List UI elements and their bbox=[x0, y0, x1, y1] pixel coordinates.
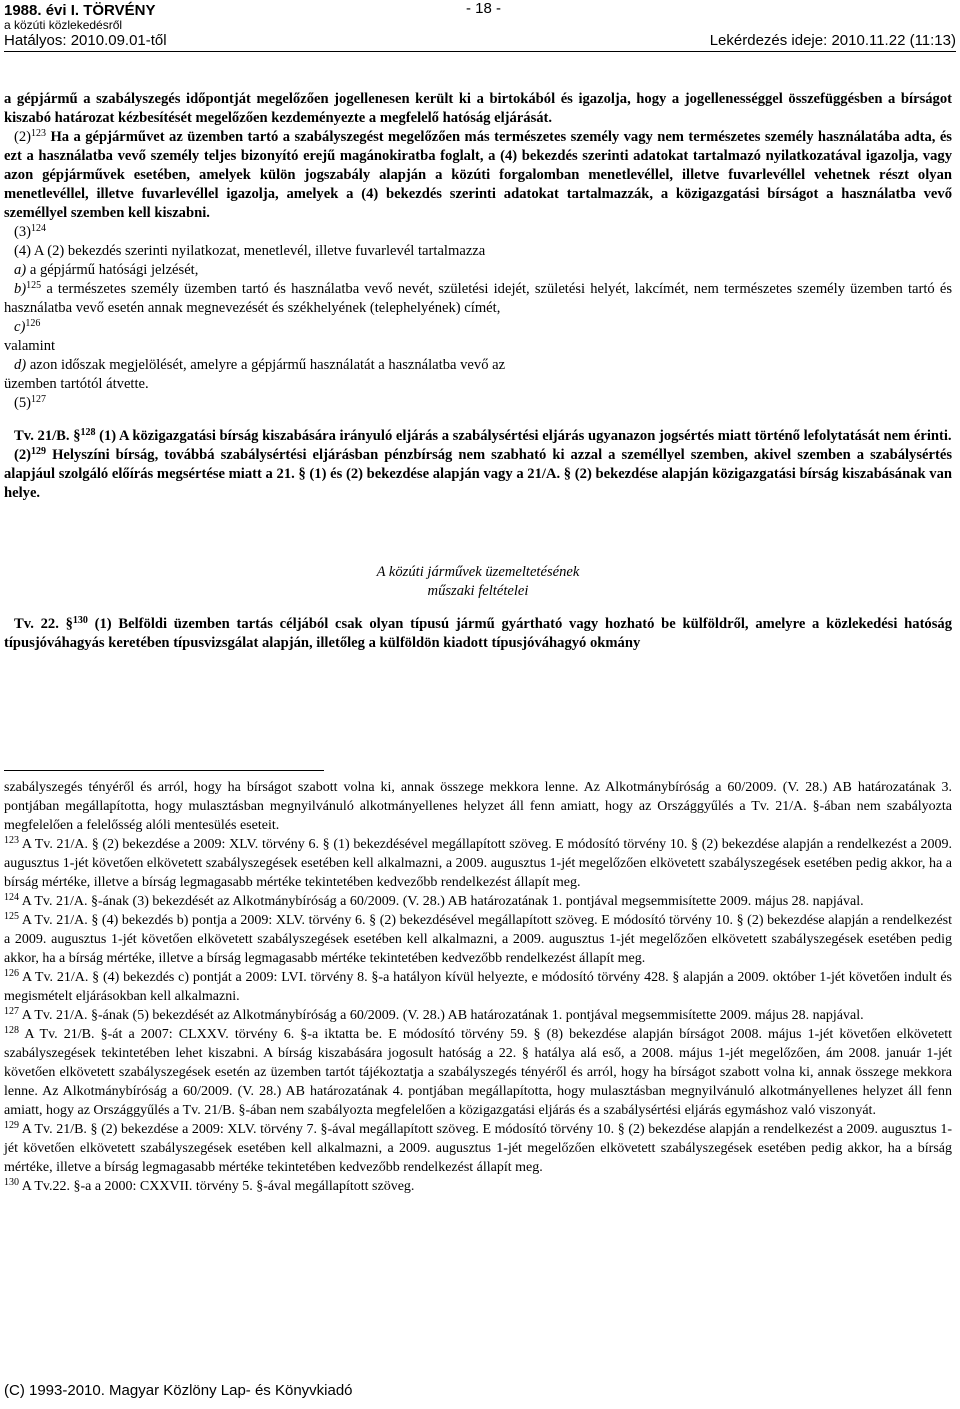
paragraph-2 bbox=[4, 128, 952, 223]
point-a-label: a) bbox=[14, 262, 27, 278]
paragraph-2-text: Ha a gépjárművet az üzemben tartó a szabályszegést megelőzően más természetes személy vagy nem természetes személy használatába adta, és ezt a használatba vevő személy teljes bizonyító erejű magánokiratba foglalt, a (4) bekezdés szerinti adatokat tartalmazó nyilatkozatával igazolja, vagy azon gépjárművek esetében, amelyek külön jogszabály alapján a közúti forgalomban menetlevéllel, illetve fuvarlevéllel vehetnek részt olyan menetlevéllel, illetve fuvarlevéllel igazolja, amelyek a (4) bekezdés szerinti adatokat tartalmazzák, a közigazgatási bírságot a használatba vevő személlyel szemben kell kiszabni. bbox=[4, 129, 952, 221]
footnote-ref-128[interactable]: 128 bbox=[80, 427, 96, 438]
footnote-text: A Tv. 21/A. § (4) bekezdés b) pontja a 2009: XLV. törvény 6. § (2) bekezdésével megállapított szöveg. E módosító törvény 10. § (2) bekezdése alapján a rendelkezést a 2009. augusztus 1-jét követően elkövetett szabályszegések esetében kell alkalmazni, a 2009. augusztus 1-jét megelőzően elkövetett szabályszegések esetében pedig akkor, ha a bírság mértéke, illetve a bírság legmagasabb mértéke tekintetében kedvezőbb rendelkezést állapít meg. bbox=[4, 913, 952, 966]
footnote-continued bbox=[4, 778, 952, 835]
query-time: Lekérdezés ideje: 2010.11.22 (11:13) bbox=[709, 32, 956, 49]
paragraph-intro: a gépjármű a szabályszegés időpontját megelőzően jogellenesen került ki a birtokából és igazolja, hogy a jogellenességgel összefüggésben a bírságot kiszabó határozat kézbesítését megelőzően kezdeményezte a megfelelő hatóság eljárását. bbox=[4, 91, 952, 126]
paragraph-5 bbox=[4, 394, 952, 413]
footnote-number: 127 bbox=[4, 1006, 19, 1017]
paragraph-2-number: (2) bbox=[14, 129, 32, 145]
footnote-ref-125[interactable]: 125 bbox=[26, 280, 42, 291]
footnote-129 bbox=[4, 1120, 952, 1177]
footnote-ref-126[interactable]: 126 bbox=[25, 318, 41, 329]
footnote-divider bbox=[4, 770, 324, 771]
footnote-125 bbox=[4, 911, 952, 968]
paragraph-3 bbox=[4, 223, 952, 242]
footnote-number: 129 bbox=[4, 1120, 19, 1131]
section-21b-2 bbox=[4, 446, 952, 503]
spacer bbox=[4, 601, 952, 615]
footnote-ref-123[interactable]: 123 bbox=[31, 128, 47, 139]
footnote-number: 124 bbox=[4, 892, 19, 903]
section-title-line-1: A közúti járművek üzemeltetésének bbox=[376, 564, 580, 580]
point-b-label: b) bbox=[14, 281, 27, 297]
footnote-124 bbox=[4, 892, 952, 911]
effective-date: Hatályos: 2010.09.01-től bbox=[4, 32, 167, 49]
footnote-text: A Tv. 21/A. §-ának (5) bekezdését az Alkotmánybíróság a 60/2009. (V. 28.) AB határozatának 1. pontjával megsemmisítette 2009. május 28. napjával. bbox=[19, 1008, 864, 1023]
footnote-text: A Tv. 21/B. §-át a 2007: CLXXV. törvény 6. §-a iktatta be. E módosító törvény 59. § (8) bekezdése alapján bírságot 2008. május 1-jét követően elkövetett szabályszegések tekintetében lehet kiszabni. A bírság kiszabására jogosult hatóság a 22. § hatálya alá eső, a 2008. május 1-jét megelőzően, ám 2008. január 1-jét követően elkövetett szabályszegések esetén az üzemben tartót tájékoztatja a szabályszegés tényéről és arról, hogy ha bírságot szabott volna ki, annak összege mekkora lenne. Az Alkotmánybíróság a 60/2009. (V. 28.) AB határozatának 4. pontjában megállapította, hogy mulasztásban megnyilvánuló alkotmányellenes helyzet áll fenn amiatt, hogy az Országgyűlés a Tv. 21/B. §-ában nem szabályozta megfelelően a közigazgatási eljárás és a szabálysértési eljárás egymáshoz való viszonyát. bbox=[4, 1027, 952, 1118]
law-title: 1988. évi I. TÖRVÉNY bbox=[4, 2, 156, 19]
law-subtitle: a közúti közlekedésről bbox=[4, 18, 123, 32]
footnote-number: 123 bbox=[4, 835, 19, 846]
main-body bbox=[4, 90, 952, 653]
footnote-text: A Tv. 21/A. § (2) bekezdése a 2009: XLV. törvény 6. § (1) bekezdésével megállapított szöveg. E módosító törvény 10. § (2) bekezdése alapján a rendelkezést a 2009. augusztus 1-jét követően elkövetett szabályszegések esetében kell alkalmazni, a 2009. augusztus 1-jét megelőzően elkövetett szabályszegések esetében pedig akkor, ha a bírság mértéke, illetve a bírság legmagasabb mértéke tekintetében kedvezőbb rendelkezést állapít meg. bbox=[4, 837, 952, 890]
page-number: - 18 - bbox=[466, 0, 502, 17]
footnote-127 bbox=[4, 1006, 952, 1025]
spacer bbox=[4, 503, 952, 563]
section-title-line-2: műszaki feltételei bbox=[427, 583, 529, 599]
section-22-lead: Tv. 22. § bbox=[14, 616, 73, 632]
footnote-text: A Tv. 21/B. § (2) bekezdése a 2009: XLV. törvény 7. §-ával megállapított szöveg. E módosító törvény 10. § (2) bekezdése alapján a rendelkezést a 2009. augusztus 1-jét követően elkövetett szabályszegések esetében kell alkalmazni, a 2009. augusztus 1-jét megelőzően elkövetett szabályszegések esetében pedig akkor, ha a bírság mértéke, illetve a bírság legmagasabb mértéke tekintetében kedvezőbb rendelkezést állapít meg. bbox=[4, 1122, 952, 1175]
point-b-text: a természetes személy üzemben tartó és használatba vevő nevét, születési idejét, születési helyét, lakcímét, nem természetes személy üzemben tartó és használatba vevő esetén annak megnevezését és székhelyének (telephelyének) címét, bbox=[4, 281, 952, 316]
point-a-text: a gépjármű hatósági jelzését, bbox=[26, 262, 199, 278]
section-22-text: (1) Belföldi üzemben tartás céljából csak olyan típusú jármű gyártható vagy hozható be külföldről, amelyre a közlekedési hatóság típusjóváhagyás keretében típusvizsgálat alapján, illetőleg a külföldön kiadott típusjóváhagyó okmány bbox=[4, 616, 953, 651]
header-divider bbox=[4, 51, 956, 52]
paragraph-4a bbox=[4, 261, 952, 280]
section-21b bbox=[4, 427, 952, 446]
footnote-123 bbox=[4, 835, 952, 892]
page-footer: (C) 1993-2010. Magyar Közlöny Lap- és Könyvkiadó bbox=[4, 1382, 353, 1399]
footnote-ref-124[interactable]: 124 bbox=[31, 223, 47, 234]
paragraph-4c bbox=[4, 318, 952, 337]
paragraph-4d bbox=[4, 356, 952, 375]
footnote-text: A Tv. 21/A. §-ának (3) bekezdését az Alkotmánybíróság a 60/2009. (V. 28.) AB határozatának 1. pontjával megsemmisítette 2009. május 28. napjával. bbox=[19, 894, 864, 909]
section-22 bbox=[4, 615, 952, 653]
footnote-ref-129[interactable]: 129 bbox=[31, 446, 47, 457]
footnote-text: A Tv. 21/A. § (4) bekezdés c) pontját a 2009: LVI. törvény 8. §-a hatályon kívül helyezte, e módosító törvény 428. § alapján a 2009. október 1-jét követően indult és megismételt eljárásokban kell alkalmazni. bbox=[4, 970, 952, 1004]
footnote-number: 128 bbox=[4, 1025, 19, 1036]
section-21b-2-number: (2) bbox=[14, 447, 32, 463]
footnote-text: szabályszegés tényéről és arról, hogy ha bírságot szabott volna ki, annak összege mekkora lenne. Az Alkotmánybíróság a 60/2009. (V. 28.) AB határozatának 3. pontjában megállapította, hogy mulasztásban megnyilvánuló alkotmányellenes helyzet áll fenn amiatt, hogy az Országgyűlés a Tv. 21/A. §-ában nem szabályozta megfelelően a felelősség alóli mentesülés eseteit. bbox=[4, 780, 952, 833]
footnote-text: A Tv.22. §-a a 2000: CXXVII. törvény 5. §-ával megállapított szöveg. bbox=[19, 1179, 415, 1194]
section-21b-lead: Tv. 21/B. § bbox=[14, 428, 81, 444]
spacer bbox=[4, 413, 952, 427]
footnotes bbox=[4, 778, 952, 1196]
point-d-label: d) bbox=[14, 357, 27, 373]
footnote-number: 130 bbox=[4, 1177, 19, 1188]
point-c-label: c) bbox=[14, 319, 26, 335]
valamint-text: valamint bbox=[4, 338, 56, 354]
point-d-text: azon időszak megjelölését, amelyre a gépjármű használatát a használatba vevő az bbox=[26, 357, 506, 373]
footnote-ref-130[interactable]: 130 bbox=[72, 615, 88, 626]
paragraph-4d-continued: üzemben tartótól átvette. bbox=[4, 376, 149, 392]
footnote-130 bbox=[4, 1177, 952, 1196]
footnote-number: 125 bbox=[4, 911, 19, 922]
page-header bbox=[4, 0, 956, 70]
footnote-126 bbox=[4, 968, 952, 1006]
footnote-128 bbox=[4, 1025, 952, 1120]
paragraph-4: (4) A (2) bekezdés szerinti nyilatkozat, menetlevél, illetve fuvarlevél tartalmazza bbox=[14, 243, 486, 259]
section-21b-text: (1) A közigazgatási bírság kiszabására irányuló eljárás a szabálysértési eljárás ugyanazon jogsértés miatt történő lefolytatását nem érinti. bbox=[95, 428, 952, 444]
paragraph-4b bbox=[4, 280, 952, 318]
section-21b-2-text: Helyszíni bírság, továbbá szabálysértési eljárásban pénzbírság nem szabható ki azzal a személlyel szemben, akivel szemben a szabálysértés alapjául szolgáló előírás megsértése miatt a 21. § (1) és (2) bekezdése alapján vagy a 21/A. § (2) bekezdése alapján közigazgatási bírság kiszabásának van helye. bbox=[4, 447, 952, 501]
footnote-ref-127[interactable]: 127 bbox=[31, 394, 47, 405]
paragraph-5-number: (5) bbox=[14, 395, 32, 411]
footnote-number: 126 bbox=[4, 968, 19, 979]
paragraph-3-number: (3) bbox=[14, 224, 32, 240]
